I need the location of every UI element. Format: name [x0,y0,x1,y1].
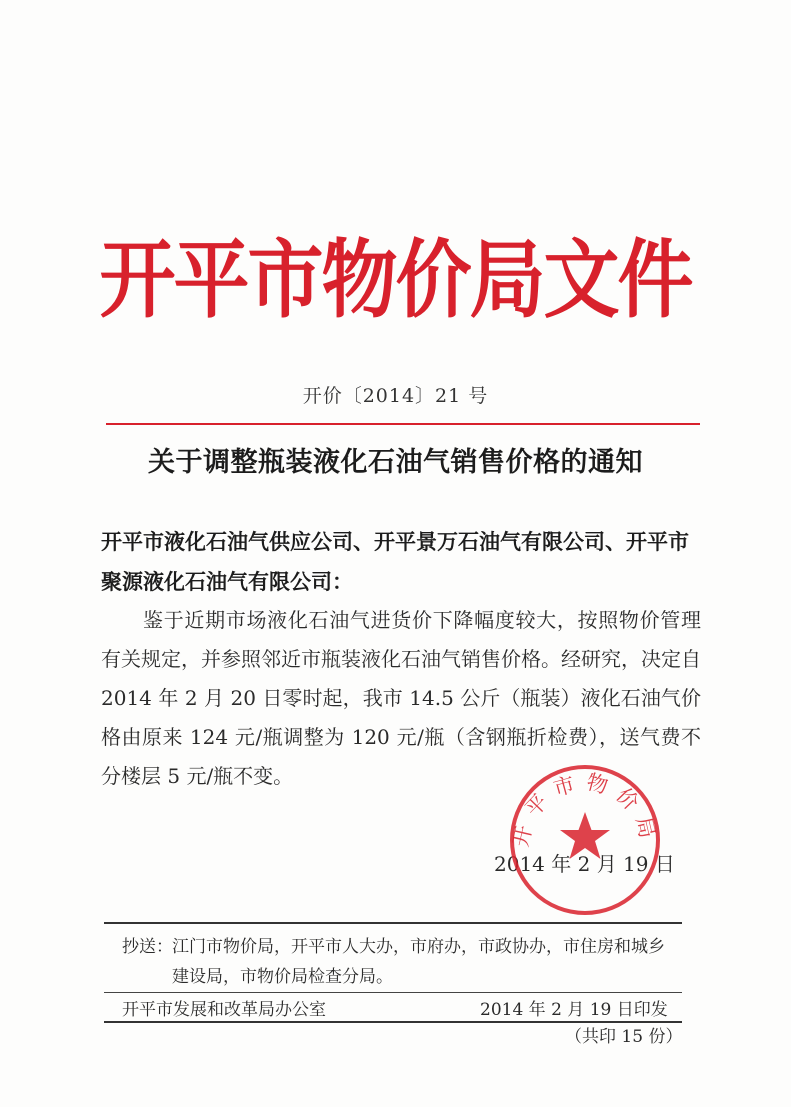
masthead-title: 开平市物价局文件 [99,230,692,330]
cc-middle-rule [104,992,682,993]
document-number: 开价〔2014〕21 号 [302,385,489,407]
notice-title: 关于调整瓶装液化石油气销售价格的通知 [148,447,643,478]
seal-star-icon [560,812,610,859]
addressees: 开平市液化石油气供应公司、开平景万石油气有限公司、开平市聚源液化石油气有限公司： [101,529,689,594]
seal-text: 开平市物价局 [508,769,662,850]
signature-date: 2014 年 2 月 19 日 [494,852,675,876]
issue-date: 2014 年 2 月 19 日印发 [480,1000,668,1020]
copy-count: （共印 15 份） [565,1027,683,1047]
body-paragraph: 鉴于近期市场液化石油气进货价下降幅度较大，按照物价管理有关规定，并参照邻近市瓶装液化石油气销售价格。经研究，决定自 2014 年 2 月 20 日零时起，我市 14.5 公斤（瓶装）液化石油气价格由原来 124 元/瓶调整为 120 元/瓶（含钢瓶折检费），送气费不分楼层 5 元/瓶不变。 [101,608,701,788]
cc-label: 抄送： [122,937,173,957]
issuing-office: 开平市发展和改革局办公室 [122,1000,326,1020]
red-divider-rule [106,423,700,425]
cc-top-rule [104,922,682,924]
official-seal-stamp [505,760,665,920]
cc-recipients: 江门市物价局，开平市人大办，市府办，市政协办，市住房和城乡建设局，市物价局检查分局。 [172,937,665,987]
